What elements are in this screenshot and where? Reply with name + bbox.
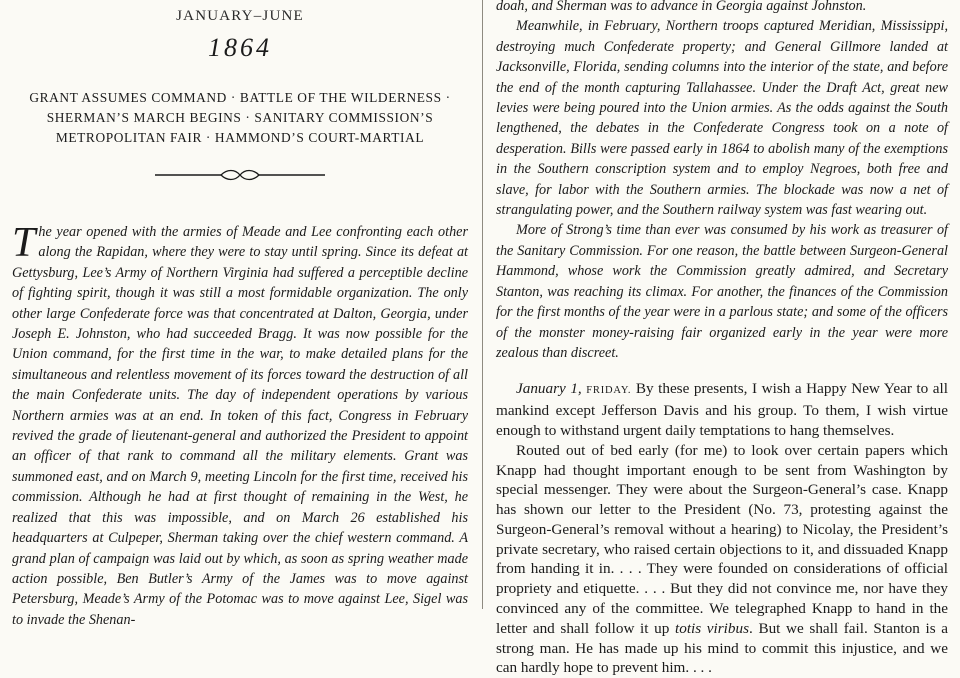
chapter-heading-line: SHERMAN’S MARCH BEGINS · SANITARY COMMISSION’S xyxy=(46,110,434,125)
ornament-divider-icon xyxy=(153,168,327,182)
diary-entry-paragraph xyxy=(496,379,948,440)
chapter-headings xyxy=(12,88,468,148)
diary-latin-phrase: totis viribus xyxy=(675,619,750,637)
chapter-heading-line: METROPOLITAN FAIR · HAMMOND’S COURT-MARTIAL xyxy=(55,130,425,145)
diary-weekday: FRIDAY. xyxy=(586,385,632,397)
intro-text: he year opened with the armies of Meade and Lee confronting each other along the Rapidan, where they were to stay until spring. Since its defeat at Gettysburg, Lee’s Army of Northern Virginia had suffered a perceptible decline of fighting spirit, though it was still a most formidable organization. The only other large Confederate force was that concentrated at Dalton, Georgia, under Joseph E. Johnston, who had succeeded Bragg. It was now possible for the Union command, for the first time in the war, to make detailed plans for the simultaneous and relentless movement of its forces toward the destruction of all the main Confederate units. The day of independent operations by various Northern armies was at an end. In token of this fact, Congress in February revived the grade of lieutenant-general and authorized the President to appoint an officer of that rank to command all the military elements. Grant was summoned east, and on March 9, meeting Lincoln for the first time, received his commission. Although he had at first thought of remaining in the West, he realized that this was impossible, and on March 26 established his headquarters at Culpeper, Sherman taking over the chief western command. A grand plan of campaign was laid out by which, as soon as spring weather made action possible, Ben Butler’s Army of the James was to move against Petersburg, Meade’s Army of the Potomac was to move against Lee, Sigel was to invade the Shenan- xyxy=(12,224,468,628)
diary-entry-paragraph xyxy=(496,441,948,678)
diary-date: January 1, xyxy=(516,380,582,398)
intro-paragraph-february: Meanwhile, in February, Northern troops captured Meridian, Mississippi, destroying much Confederate property; and General Gillmore landed at Jacksonville, Florida, sending columns into the interior of the state, and before the end of the month capturing Tallahassee. Under the Draft Act, great new levies were being poured into the Union armies. As the odds against the South lengthened, the debates in the Confederate Congress took on a note of desperation. Bills were passed early in 1864 to abolish many of the exemptions in the Southern conscription system and to employ Negroes, both free and slave, for labor with the Southern armies. The blockade was now a net of strangulating power, and the Southern railway system was fast wearing out. xyxy=(496,18,948,219)
running-head: JANUARY–JUNE xyxy=(176,8,304,24)
chapter-heading-line: GRANT ASSUMES COMMAND · BATTLE OF THE WILDERNESS · xyxy=(29,90,451,105)
diary-entry-text: By these presents, I wish a Happy New Year to all mankind except Jefferson Davis and his group. To them, I wish virtue enough to withstand urgent daily temptations to hang themselves. xyxy=(496,380,948,439)
left-page xyxy=(0,0,483,628)
chapter-year: 1864 xyxy=(208,33,272,62)
drop-cap: T xyxy=(12,220,36,266)
diary-entry-text: . But we shall fail. Stanton is a strong man. He has made up his mind to commit this injustice, and we can hardly hope to prevent him. . . . xyxy=(496,619,949,677)
diary-entry-text: Routed out of bed early (for me) to look over certain papers which Knapp had thought important enough to be sent from Washington by special messenger. They were about the Surgeon-General’s case. Knapp has shown our letter to the President (No. 73, protesting against the Surgeon-General’s removal without a hearing) to Nicolay, the President’s private secretary, who raised certain objections to it, and dissuaded Knapp from handing it in. . . . They were founded on considerations of official propriety and etiquette. . . . But they did not convince me, nor have they convinced any of the committee. We telegraphed Knapp to hand in the letter and shall follow it up xyxy=(496,441,948,637)
intro-paragraph-continued: doah, and Sherman was to advance in Georgia against Johnston. xyxy=(496,0,867,14)
intro-paragraph-strong: More of Strong’s time than ever was consumed by his work as treasurer of the Sanitary Commission. For one reason, the battle between Surgeon-General Hammond, whose work the Commission greatly admired, and Secretary Stanton, was reaching its climax. For another, the finances of the Commission for the first months of the year were in a parlous state; and some of the officers of the monster money-raising fair organized early in the year were more zealous than discreet. xyxy=(496,222,948,361)
intro-paragraph xyxy=(12,222,468,630)
right-page xyxy=(484,0,960,677)
